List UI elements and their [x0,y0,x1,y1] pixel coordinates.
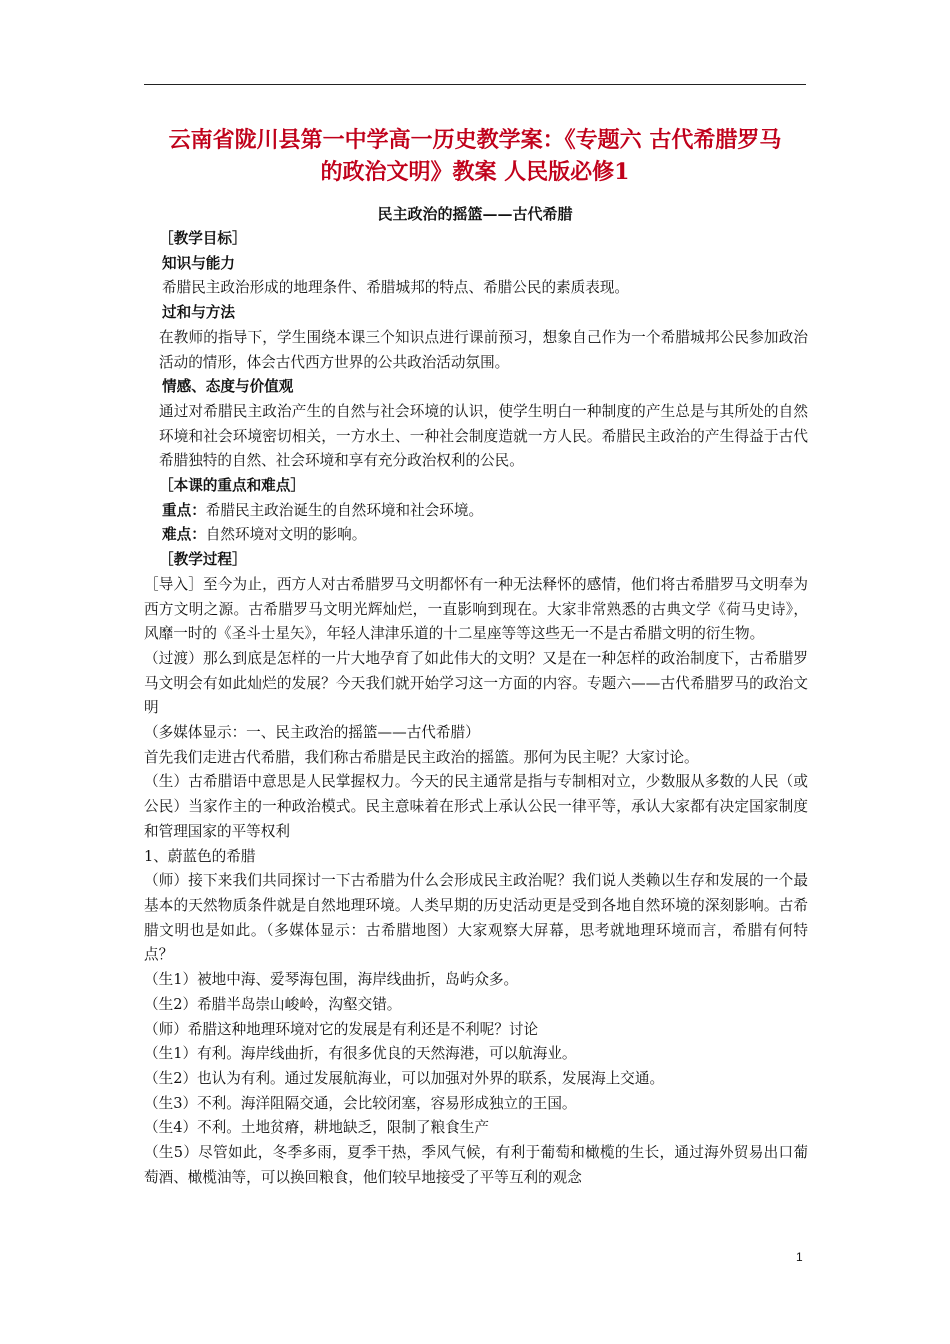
difficulty-label: 难点： [162,526,206,544]
paragraph: 希腊民主政治形成的地理条件、希腊城邦的特点、希腊公民的素质表现。 [162,279,630,297]
paragraph: （生4）不利。土地贫瘠，耕地缺乏，限制了粮食生产 [144,1119,489,1137]
paragraph: （师）希腊这种地理环境对它的发展是有利还是不利呢？讨论 [144,1020,539,1038]
key-point-text: 希腊民主政治诞生的自然环境和社会环境。 [205,501,484,519]
difficulty-text: 自然环境对文明的影响。 [205,526,367,544]
document-title [144,124,806,188]
paragraph: ［导入］至今为止，西方人对古希腊罗马文明都怀有一种无法释怀的感情，他们将古希腊罗马文明奉为西方文明之源。古希腊罗马文明光辉灿烂，一直影响到现在。大家非常熟悉的古典文学《荷马史诗》，风靡一时的《圣斗士星矢》，年轻人津津乐道的十二星座等等这些无一不是古希腊文明的衍生物。 [144,575,808,643]
paragraph: （多媒体显示：一、民主政治的摇篮——古代希腊） [144,724,480,742]
paragraph-difficulty [144,523,808,548]
paragraph: （生5）尽管如此，冬季多雨，夏季干热，季风气候，有利于葡萄和橄榄的生长，通过海外贸易出口葡萄酒、橄榄油等，可以换回粮食，他们较早地接受了平等互利的观念 [144,1144,808,1186]
header-rule [144,84,806,85]
paragraph: 在教师的指导下，学生围绕本课三个知识点进行课前预习，想象自己作为一个希腊城邦公民参加政治活动的情形，体会古代西方世界的公共政治活动氛围。 [159,328,808,371]
paragraph: （生1）被地中海、爱琴海包围，海岸线曲折，岛屿众多。 [144,971,519,989]
page-number: 1 [796,1250,803,1264]
section-heading: 1、蔚蓝色的希腊 [144,847,256,865]
heading-teaching-process: ［教学过程］ [159,551,247,569]
heading-teaching-goals: ［教学目标］ [159,230,247,247]
paragraph: （生）古希腊语中意思是人民掌握权力。今天的民主通常是指与专制相对立，少数服从多数的人民（或公民）当家作主的一种政治模式。民主意味着在形式上承认公民一律平等，承认大家都有决定国家制度和管理国家的平等权利 [144,773,808,840]
paragraph-key-point [144,499,808,524]
paragraph: 通过对希腊民主政治产生的自然与社会环境的认识，使学生明白一种制度的产生总是与其所处的自然环境和社会环境密切相关，一方水土、一种社会制度造就一方人民。希腊民主政治的产生得益于古代希腊独特的自然、社会环境和享有充分政治权利的公民。 [159,402,808,470]
paragraph: （生2）也认为有利。通过发展航海业，可以加强对外界的联系，发展海上交通。 [144,1069,665,1087]
paragraph: （过渡）那么到底是怎样的一片大地孕育了如此伟大的文明？又是在一种怎样的政治制度下，古希腊罗马文明会有如此灿烂的发展？今天我们就开始学习这一方面的内容。专题六——古代希腊罗马的政治文明 [144,649,808,717]
paragraph: 首先我们走进古代希腊，我们称古希腊是民主政治的摇篮。那何为民主呢？大家讨论。 [144,748,699,766]
heading-attitude: 情感、态度与价值观 [162,378,294,396]
heading-key-points: ［本课的重点和难点］ [159,477,305,495]
heading-knowledge: 知识与能力 [162,254,235,272]
paragraph: （师）接下来我们共同探讨一下古希腊为什么会形成民主政治呢？我们说人类赖以生存和发展的一个最基本的天然物质条件就是自然地理环境。人类早期的历史活动更是受到各地自然环境的深刻影响。古希腊文明也是如此。（多媒体显示：古希腊地图）大家观察大屏幕，思考就地理环境而言，希腊有何特点？ [144,872,808,964]
paragraph: （生3）不利。海洋阻隔交通，会比较闭塞，容易形成独立的王国。 [144,1094,577,1112]
paragraph: （生1）有利。海岸线曲折，有很多优良的天然海港，可以航海业。 [144,1045,577,1063]
key-point-label: 重点： [162,501,206,519]
paragraph: （生2）希腊半岛崇山峻岭，沟壑交错。 [144,995,402,1013]
document-body [144,227,808,1190]
title-line-2: 的政治文明》教案 人民版必修1 [320,159,630,185]
heading-process: 过和与方法 [162,304,235,322]
section-subtitle: 民主政治的摇篮——古代希腊 [377,205,573,223]
title-line-1: 云南省陇川县第一中学高一历史教学案：《专题六 古代希腊罗马 [168,127,782,153]
